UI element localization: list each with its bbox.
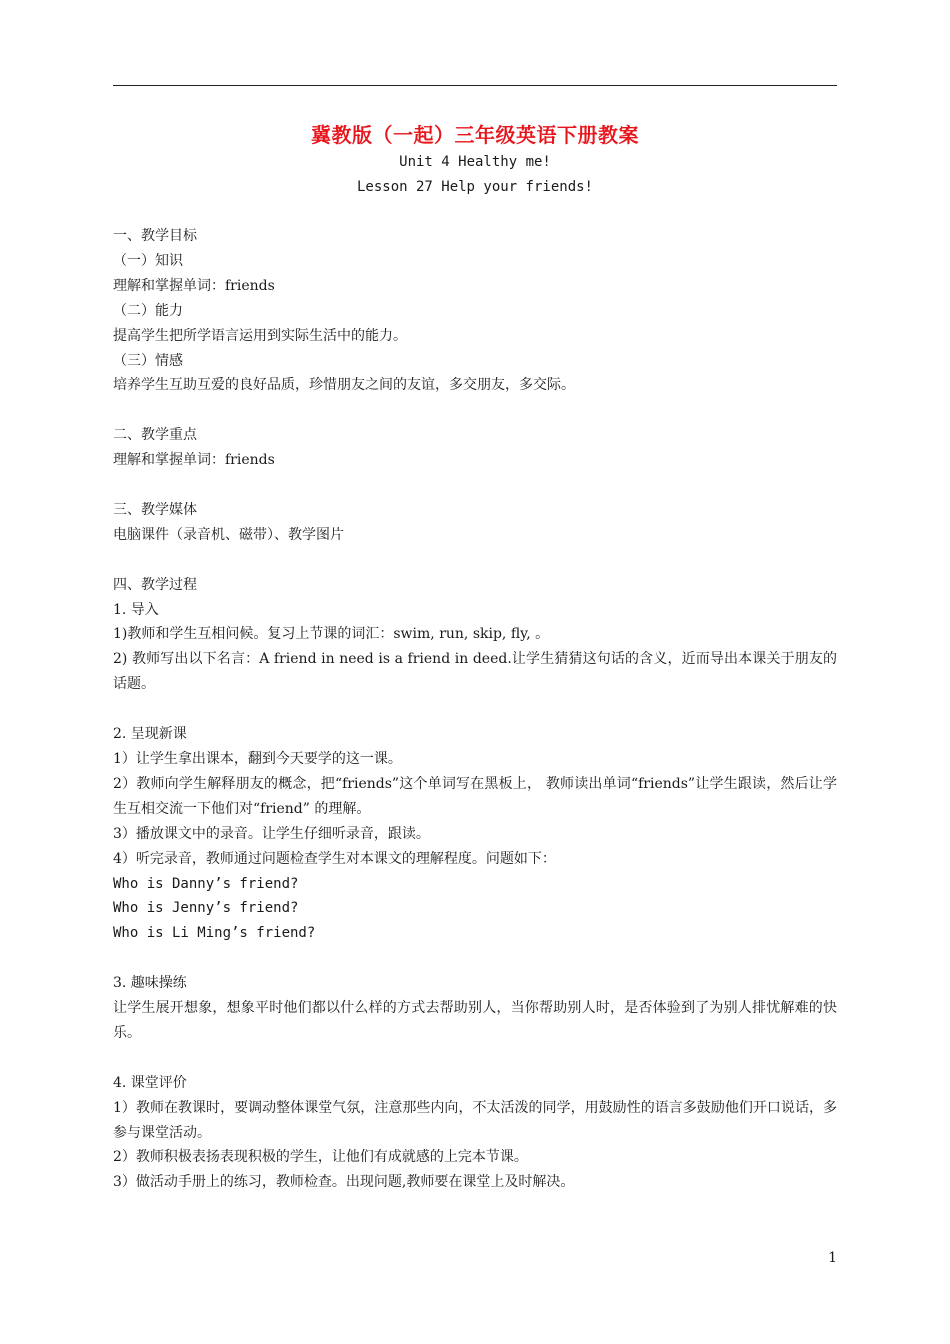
intro-item-1: 1)教师和学生互相问候。复习上节课的词汇：swim, run, skip, fly, 。 (113, 626, 550, 643)
emotion-text: 培养学生互助互爱的良好品质，珍惜朋友之间的友谊，多交朋友，多交际。 (113, 377, 575, 394)
spacer (113, 946, 837, 971)
intro-item-2: 2) 教师写出以下名言：A friend in need is a friend in deed.让学生猜猜这句话的含义，近而导出本课关于朋友的话题。 (113, 651, 837, 693)
unit-title: Unit 4 Healthy me! (399, 154, 551, 170)
subheading-knowledge: （一）知识 (113, 252, 183, 269)
evaluation-item-2: 2）教师积极表扬表现积极的学生，让他们有成就感的上完本节课。 (113, 1149, 528, 1166)
subheading-emotion: （三）情感 (113, 352, 183, 369)
present-item-3: 3）播放课文中的录音。让学生仔细听录音，跟读。 (113, 825, 430, 842)
spacer (113, 1046, 837, 1071)
media-text: 电脑课件（录音机、磁带）、教学图片 (113, 526, 344, 543)
key-points-text: 理解和掌握单词：friends (113, 452, 275, 469)
question-2: Who is Jenny’s friend? (113, 900, 299, 917)
present-item-4: 4）听完录音，教师通过问题检查学生对本课文的理解程度。问题如下： (113, 850, 556, 867)
ability-text: 提高学生把所学语言运用到实际生活中的能力。 (113, 327, 407, 344)
document-header (113, 120, 837, 200)
step-heading-practice: 3. 趣味操练 (113, 975, 187, 992)
document-title: 冀教版（一起）三年级英语下册教案 (311, 123, 639, 147)
question-3: Who is Li Ming’s friend? (113, 925, 316, 942)
step-heading-intro: 1. 导入 (113, 601, 159, 618)
spacer (113, 697, 837, 722)
evaluation-item-1: 1）教师在教课时，要调动整体课堂气氛，注意那些内向，不太活泼的同学，用鼓励性的语言多鼓励他们开口说话，多参与课堂活动。 (113, 1099, 837, 1141)
header-rule (113, 85, 837, 86)
step-heading-evaluation: 4. 课堂评价 (113, 1074, 187, 1091)
spacer (113, 473, 837, 498)
section-heading-key-points: 二、教学重点 (113, 427, 197, 444)
present-item-2: 2）教师向学生解释朋友的概念，把“friends”这个单词写在黑板上， 教师读出单词“friends”让学生跟读，然后让学生互相交流一下他们对“friend” 的理解。 (113, 775, 837, 817)
page-number: 1 (828, 1250, 837, 1266)
section-heading-objectives: 一、教学目标 (113, 228, 197, 244)
knowledge-text: 理解和掌握单词：friends (113, 277, 275, 294)
practice-text: 让学生展开想象，想象平时他们都以什么样的方式去帮助别人，当你帮助别人时，是否体验到了为别人排忧解难的快乐。 (113, 1000, 837, 1041)
step-heading-present: 2. 呈现新课 (113, 726, 187, 743)
document-body (113, 224, 837, 1195)
present-item-1: 1）让学生拿出课本，翻到今天要学的这一课。 (113, 750, 402, 767)
spacer (113, 548, 837, 573)
lesson-title: Lesson 27 Help your friends! (356, 179, 593, 195)
question-1: Who is Danny’s friend? (113, 875, 299, 892)
section-heading-media: 三、教学媒体 (113, 501, 197, 518)
subheading-ability: （二）能力 (113, 302, 183, 319)
evaluation-item-3: 3）做活动手册上的练习，教师检查。出现问题,教师要在课堂上及时解决。 (113, 1174, 575, 1191)
section-heading-process: 四、教学过程 (113, 576, 197, 593)
spacer (113, 398, 837, 423)
